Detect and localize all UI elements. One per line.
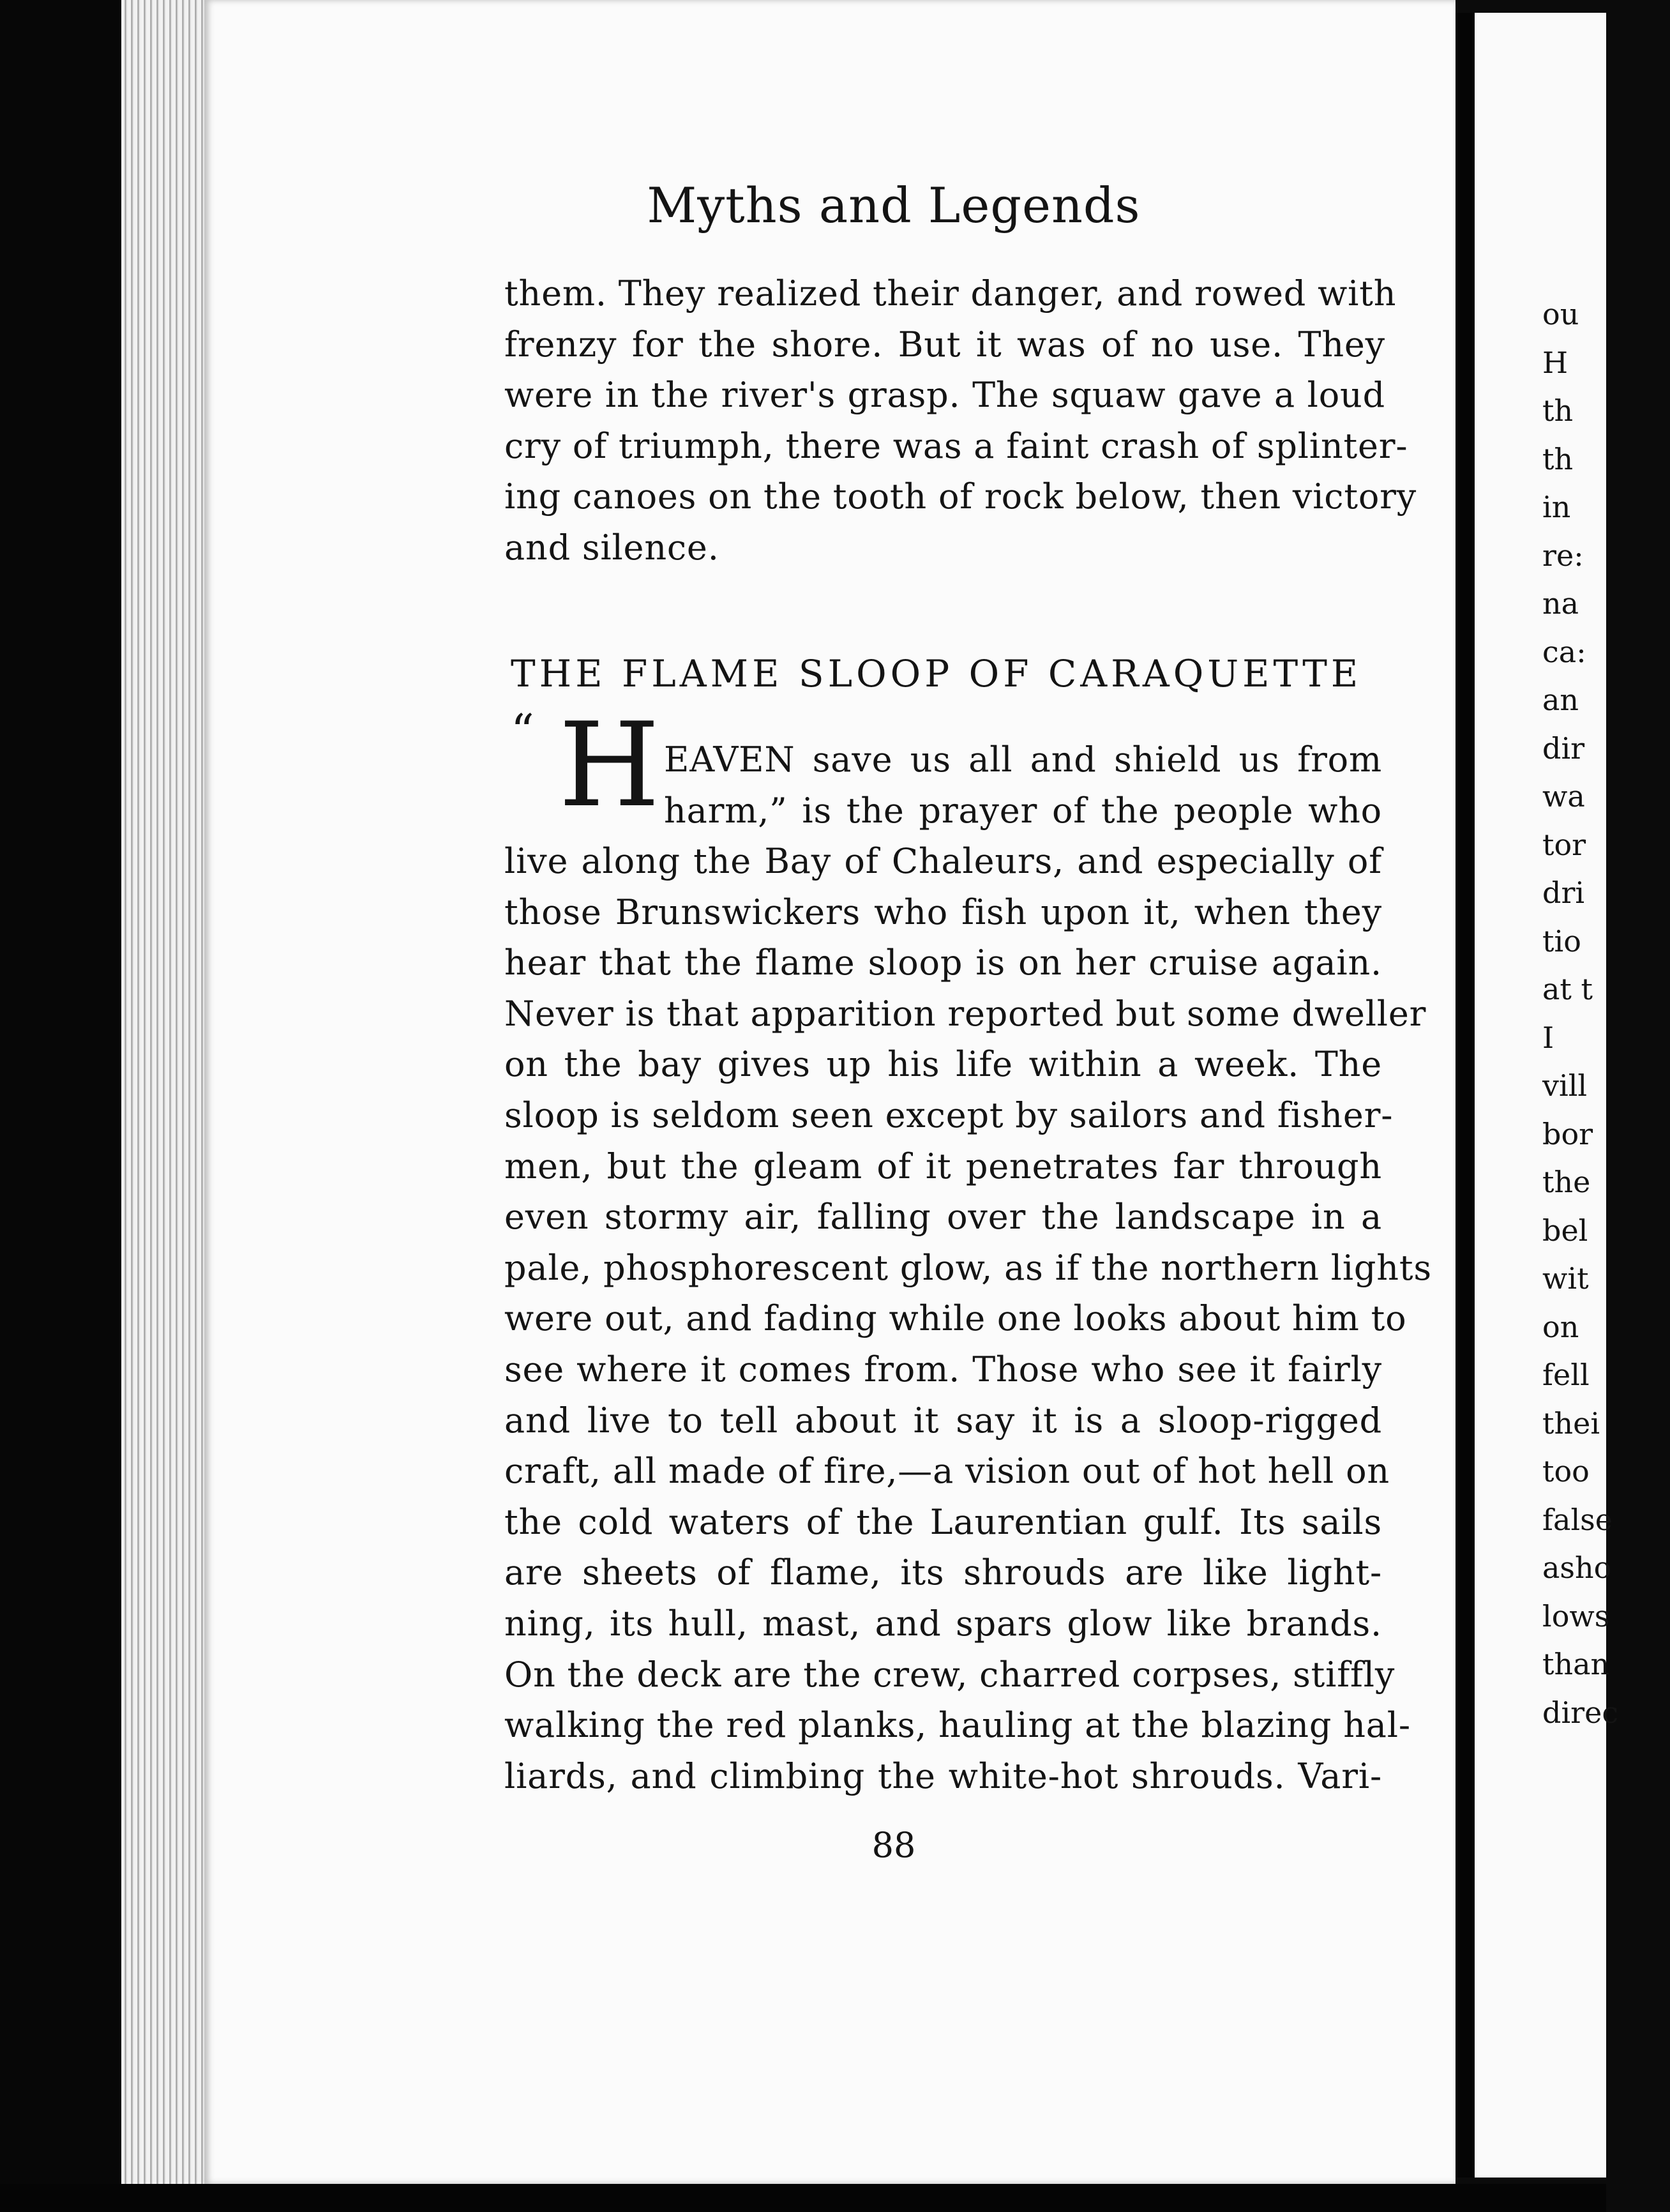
- text-line: cry of triumph, there was a faint crash of splinter-: [504, 425, 1408, 466]
- text-line: On the deck are the crew, charred corpses, stiffly: [504, 1654, 1395, 1695]
- scan-bottom-margin: [0, 2184, 1606, 2212]
- text-line: and silence.: [504, 527, 719, 568]
- facing-line: wit: [1542, 1261, 1589, 1296]
- text-line: ing canoes on the tooth of rock below, then victory: [504, 476, 1417, 517]
- facing-line: the: [1542, 1165, 1591, 1199]
- text-line: live along the Bay of Chaleurs, and especially of: [504, 841, 1382, 881]
- text-line: EAVEN save us all and shield us from: [664, 739, 1382, 780]
- text-line: and live to tell about it say it is a sloop-rigged: [504, 1400, 1382, 1441]
- text-line: frenzy for the shore. But it was of no use. They: [504, 324, 1385, 365]
- text-line: craft, all made of fire,—a vision out of hot hell on: [504, 1451, 1390, 1492]
- facing-line: vill: [1542, 1068, 1588, 1103]
- facing-line: than: [1542, 1647, 1610, 1681]
- facing-line: direc: [1542, 1695, 1619, 1730]
- text-line: them. They realized their danger, and rowed with: [504, 273, 1397, 314]
- facing-line: on: [1542, 1309, 1579, 1344]
- book-gutter: [1456, 13, 1475, 2178]
- facing-line: bor: [1542, 1116, 1593, 1151]
- text-line: sloop is seldom seen except by sailors and fisher-: [504, 1095, 1394, 1135]
- facing-line: ca:: [1542, 634, 1586, 669]
- facing-line: tio: [1542, 923, 1581, 958]
- facing-line: th: [1542, 393, 1574, 428]
- story-paragraph: [504, 836, 1432, 1801]
- facing-line: dir: [1542, 731, 1585, 766]
- text-line: were in the river's grasp. The squaw gave a loud: [504, 375, 1385, 416]
- facing-page-text: [1542, 291, 1670, 1737]
- facing-line: I: [1542, 1020, 1554, 1055]
- facing-line: tor: [1542, 827, 1586, 862]
- text-line: were out, and fading while one looks about him to: [504, 1298, 1407, 1339]
- text-line: the cold waters of the Laurentian gulf. Its sails: [504, 1501, 1382, 1542]
- facing-line: ou: [1542, 297, 1579, 331]
- text-line: are sheets of flame, its shrouds are like light-: [504, 1552, 1382, 1593]
- facing-line: thei: [1542, 1405, 1600, 1441]
- facing-line: lows: [1542, 1598, 1610, 1633]
- facing-line: false: [1542, 1502, 1613, 1537]
- facing-line: at t: [1542, 972, 1593, 1006]
- text-line: ning, its hull, mast, and spars glow like brands.: [504, 1603, 1382, 1644]
- text-line: on the bay gives up his life within a week. The: [504, 1044, 1382, 1085]
- text-line: liards, and climbing the white-hot shrouds. Vari-: [504, 1755, 1382, 1796]
- text-line: Never is that apparition reported but some dweller: [504, 993, 1427, 1034]
- facing-line: th: [1542, 441, 1574, 476]
- facing-line: in: [1542, 490, 1571, 524]
- opening-quote-mark: “: [511, 704, 534, 758]
- facing-line: fell: [1542, 1358, 1590, 1392]
- text-line: those Brunswickers who fish upon it, when they: [504, 891, 1382, 932]
- text-line: see where it comes from. Those who see it fairly: [504, 1349, 1382, 1390]
- text-line: harm,” is the prayer of the people who: [664, 790, 1382, 831]
- text-line: pale, phosphorescent glow, as if the northern lights: [504, 1247, 1432, 1288]
- facing-line: asho: [1542, 1550, 1612, 1585]
- text-line: walking the red planks, hauling at the blazing hal-: [504, 1705, 1411, 1746]
- facing-line: dri: [1542, 875, 1585, 910]
- continued-paragraph: [504, 268, 1417, 573]
- facing-line: na: [1542, 586, 1579, 621]
- drop-cap: H: [559, 697, 660, 833]
- facing-line: bel: [1542, 1213, 1588, 1248]
- facing-line: too: [1542, 1454, 1590, 1489]
- facing-line: re:: [1542, 538, 1584, 573]
- page-number: 88: [871, 1825, 916, 1865]
- story-opening-lines: [664, 734, 1382, 836]
- facing-line: an: [1542, 683, 1579, 717]
- text-line: even stormy air, falling over the landscape in a: [504, 1197, 1382, 1238]
- text-line: men, but the gleam of it penetrates far through: [504, 1146, 1382, 1186]
- scan-left-margin: [0, 0, 128, 2212]
- book-page-edges: [121, 0, 217, 2184]
- text-line: hear that the flame sloop is on her cruise again.: [504, 943, 1382, 983]
- section-title: THE FLAME SLOOP OF CARAQUETTE: [511, 652, 1362, 695]
- running-head: Myths and Legends: [647, 177, 1141, 234]
- facing-line: wa: [1542, 779, 1585, 814]
- facing-line: H: [1542, 345, 1568, 380]
